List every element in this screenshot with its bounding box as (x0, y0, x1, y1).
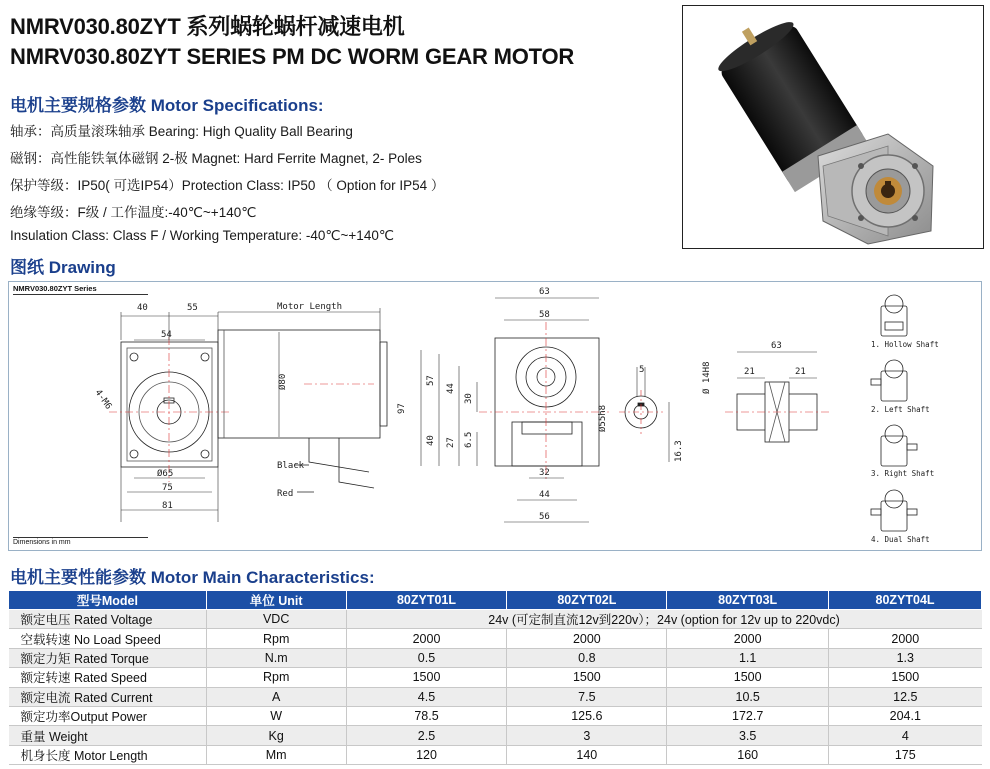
dim-dia14: Ø 14H8 (702, 361, 712, 394)
row-label: 额定转速 Rated Speed (9, 668, 207, 687)
cell: 3 (507, 726, 667, 745)
dim-55: 55 (187, 303, 198, 313)
cell: 10.5 (667, 687, 829, 706)
cell: 120 (346, 745, 507, 764)
characteristics-heading: 电机主要性能参数 Motor Main Characteristics: (10, 568, 375, 587)
cell: 0.5 (346, 648, 507, 667)
col-model: 型号Model (9, 591, 207, 610)
spec-protection: 保护等级：IP50( 可选IP54）Protection Class: IP50 （ Option for IP54 ） (10, 178, 445, 193)
table-row (9, 726, 982, 745)
dim-32: 32 (539, 468, 550, 478)
wire-black-label: Black (277, 461, 305, 471)
hollow-shaft-section (619, 367, 669, 462)
col-80zyt01l: 80ZYT01L (346, 591, 507, 610)
row-unit: Rpm (206, 629, 346, 648)
front-view (109, 330, 387, 492)
col-unit: 单位 Unit (206, 591, 346, 610)
col-80zyt04l: 80ZYT04L (829, 591, 982, 610)
table-header-row (9, 591, 982, 610)
row-unit: W (206, 706, 346, 725)
side-view (479, 322, 609, 482)
table-row (9, 745, 982, 764)
cell: 1500 (667, 668, 829, 687)
output-shaft-detail (725, 352, 829, 442)
col-80zyt03l: 80ZYT03L (667, 591, 829, 610)
row-unit: N.m (206, 648, 346, 667)
cell: 1500 (829, 668, 982, 687)
row-label: 重量 Weight (9, 726, 207, 745)
row-label: 额定力矩 Rated Torque (9, 648, 207, 667)
dim-dia80: Ø80 (278, 373, 288, 390)
drawing-heading: 图纸 Drawing (10, 258, 116, 277)
cell: 2000 (667, 629, 829, 648)
dim-44: 44 (446, 383, 456, 394)
cell: 4 (829, 726, 982, 745)
technical-drawing (8, 281, 982, 551)
spec-insulation-en: Insulation Class: Class F / Working Temperature: -40℃~+140℃ (10, 228, 394, 243)
cell: 0.8 (507, 648, 667, 667)
title-english: NMRV030.80ZYT SERIES PM DC WORM GEAR MOTOR (10, 44, 575, 69)
cell: 7.5 (507, 687, 667, 706)
cell: 172.7 (667, 706, 829, 725)
drawing-series-label: NMRV030.80ZYT Series (13, 284, 148, 295)
dim-75: 75 (162, 483, 173, 493)
dim-40: 40 (137, 303, 148, 313)
dim-16-3: 16.3 (674, 440, 684, 462)
dim-21a: 21 (744, 367, 755, 377)
dim-58: 58 (539, 310, 550, 320)
gear-motor-illustration (683, 6, 984, 249)
spec-magnet: 磁钢：高性能铁氧体磁钢 2-极 Magnet: Hard Ferrite Magnet, 2- Poles (10, 151, 422, 166)
table-row (9, 648, 982, 667)
dim-dia55: Ø55h8 (598, 404, 608, 432)
dim-81: 81 (162, 501, 173, 511)
cell: 2000 (346, 629, 507, 648)
cell: 2000 (507, 629, 667, 648)
dim-30: 30 (464, 393, 474, 404)
dim-63: 63 (539, 287, 550, 297)
row-label: 空载转速 No Load Speed (9, 629, 207, 648)
cell: 2.5 (346, 726, 507, 745)
dim-6-5: 6.5 (464, 431, 474, 448)
cell: 175 (829, 745, 982, 764)
cell: 1.1 (667, 648, 829, 667)
dim-54: 54 (161, 330, 172, 340)
side-view-dimensions (421, 298, 599, 522)
dim-40b: 40 (426, 435, 436, 446)
cell: 1500 (507, 668, 667, 687)
shaft-option-2: 2. Left Shaft (871, 405, 930, 414)
dim-56: 56 (539, 512, 550, 522)
table-row (9, 629, 982, 648)
dim-97: 97 (397, 403, 407, 414)
cell: 1.3 (829, 648, 982, 667)
cell: 12.5 (829, 687, 982, 706)
wire-red-label: Red (277, 489, 294, 499)
table-row (9, 610, 982, 629)
row-unit: A (206, 687, 346, 706)
voltage-value: 24v (可定制直流12v到220v）；24v (option for 12v up to 220vdc) (346, 610, 981, 629)
spec-insulation-cn: 绝缘等级：F级 / 工作温度:-40℃~+140℃ (10, 205, 257, 220)
front-view-dimensions (121, 308, 380, 522)
table-row (9, 706, 982, 725)
row-label: 机身长度 Motor Length (9, 745, 207, 764)
row-label: 额定电压 Rated Voltage (9, 610, 207, 629)
cell: 1500 (346, 668, 507, 687)
motor-length-label: Motor Length (277, 302, 343, 312)
row-unit: VDC (206, 610, 346, 629)
row-unit: Rpm (206, 668, 346, 687)
dim-5: 5 (639, 365, 645, 375)
cell: 2000 (829, 629, 982, 648)
holes-label: 4-M6 (92, 387, 114, 412)
cell: 160 (667, 745, 829, 764)
cell: 78.5 (346, 706, 507, 725)
row-label: 额定功率Output Power (9, 706, 207, 725)
row-unit: Kg (206, 726, 346, 745)
dim-21b: 21 (795, 367, 806, 377)
row-label: 额定电流 Rated Current (9, 687, 207, 706)
spec-bearing: 轴承：高质量滚珠轴承 Bearing: High Quality Ball Bearing (10, 124, 353, 139)
dim-44b: 44 (539, 490, 550, 500)
row-unit: Mm (206, 745, 346, 764)
dim-63b: 63 (771, 341, 782, 351)
cell: 125.6 (507, 706, 667, 725)
cell: 140 (507, 745, 667, 764)
characteristics-table (8, 590, 982, 765)
table-row (9, 668, 982, 687)
shaft-option-3: 3. Right Shaft (871, 469, 935, 478)
col-80zyt02l: 80ZYT02L (507, 591, 667, 610)
shaft-option-4: 4. Dual Shaft (871, 535, 930, 544)
specs-heading: 电机主要规格参数 Motor Specifications: (10, 96, 324, 115)
shaft-option-1: 1. Hollow Shaft (871, 340, 939, 349)
product-photo (682, 5, 984, 249)
cell: 4.5 (346, 687, 507, 706)
title-chinese: NMRV030.80ZYT 系列蜗轮蜗杆减速电机 (10, 14, 405, 39)
dim-57: 57 (426, 375, 436, 386)
cell: 3.5 (667, 726, 829, 745)
drawing-units-note: Dimensions in mm (13, 537, 148, 548)
dim-27: 27 (446, 437, 456, 448)
cell: 204.1 (829, 706, 982, 725)
drawing-canvas (9, 282, 983, 552)
table-row (9, 687, 982, 706)
dim-65: Ø65 (157, 469, 174, 479)
